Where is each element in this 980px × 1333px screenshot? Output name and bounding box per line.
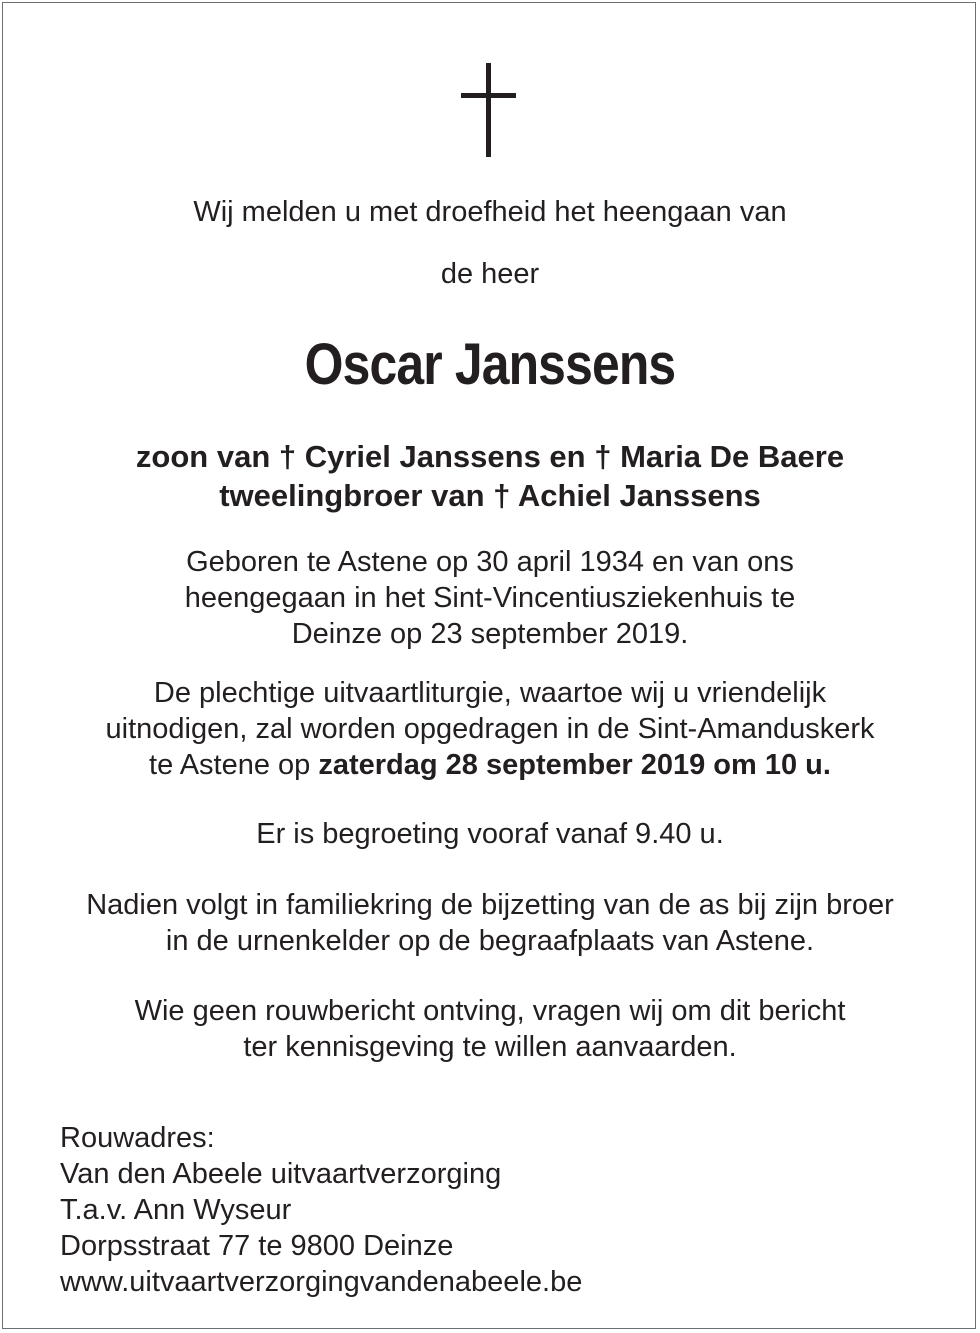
notice-line-2: ter kennisgeving te willen aanvaarden. <box>243 1031 737 1063</box>
address-label: Rouwadres: <box>60 1122 215 1154</box>
liturgy-paragraph <box>0 675 980 783</box>
birth-line-2: heengegaan in het Sint-Vincentiusziekenhuis te <box>184 582 796 614</box>
notice-line-1: Wie geen rouwbericht ontving, vragen wij om dit bericht <box>134 995 846 1027</box>
mourning-address <box>60 1120 582 1300</box>
notice-paragraph <box>0 993 980 1065</box>
interment-paragraph <box>0 887 980 959</box>
liturgy-location: te Astene op <box>149 749 319 781</box>
deceased-name: Oscar Janssens <box>304 332 676 397</box>
greeting-paragraph: Er is begroeting vooraf vanaf 9.40 u. <box>256 818 724 850</box>
cross-icon <box>0 0 980 160</box>
address-attention: T.a.v. Ann Wyseur <box>60 1194 292 1226</box>
honorific-title: de heer <box>440 258 540 290</box>
interment-line-1: Nadien volgt in familiekring de bijzetting van de as bij zijn broer <box>86 889 894 921</box>
liturgy-line-3 <box>0 747 980 783</box>
birth-line-3: Deinze op 23 september 2019. <box>291 618 689 650</box>
intro-text: Wij melden u met droefheid het heengaan van <box>193 196 787 228</box>
birth-death-paragraph <box>0 544 980 652</box>
liturgy-line-1: De plechtige uitvaartliturgie, waartoe wij u vriendelijk <box>153 677 827 709</box>
address-website: www.uitvaartverzorgingvandenabeele.be <box>60 1266 583 1298</box>
birth-line-1: Geboren te Astene op 30 april 1934 en van ons <box>186 546 794 578</box>
interment-line-2: in de urnenkelder op de begraafplaats van Astene. <box>165 925 815 957</box>
relations-block <box>0 437 980 515</box>
address-company: Van den Abeele uitvaartverzorging <box>60 1158 502 1190</box>
liturgy-date-time: zaterdag 28 september 2019 om 10 u. <box>318 749 831 781</box>
twin-brother-line: tweelingbroer van † Achiel Janssens <box>219 478 761 513</box>
parents-line: zoon van † Cyriel Janssens en † Maria De Baere <box>135 439 845 474</box>
liturgy-line-2: uitnodigen, zal worden opgedragen in de Sint-Amanduskerk <box>105 713 875 745</box>
address-street: Dorpsstraat 77 te 9800 Deinze <box>60 1230 454 1262</box>
